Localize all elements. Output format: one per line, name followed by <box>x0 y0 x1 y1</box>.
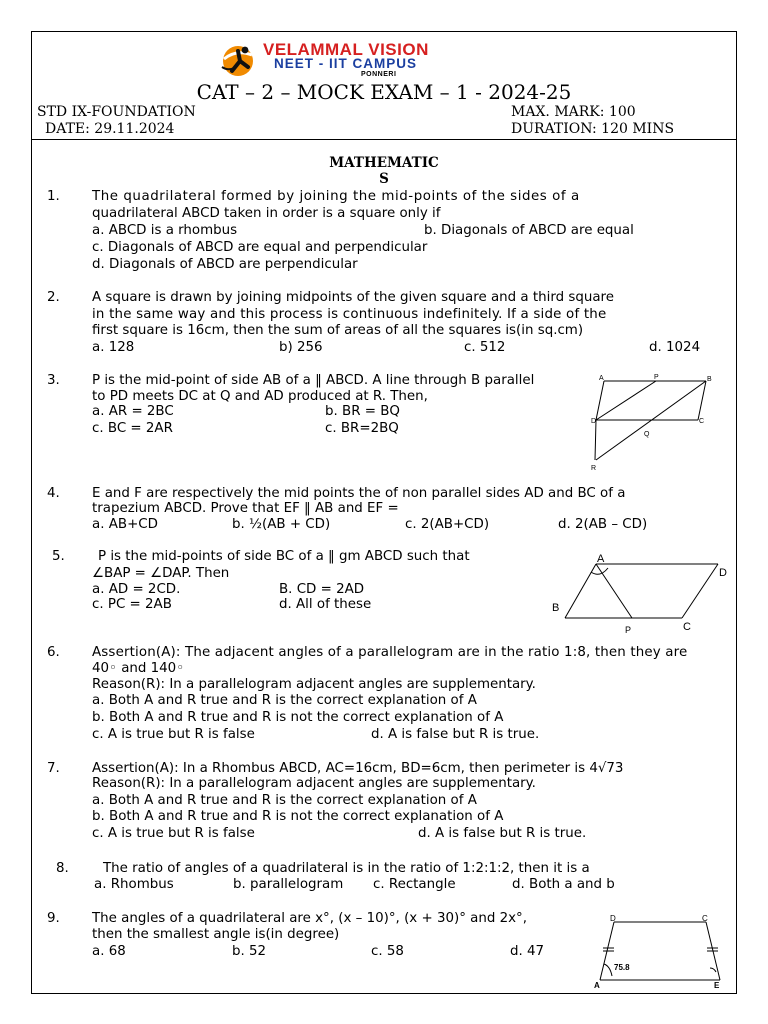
option-c[interactable]: c. Rectangle <box>373 877 456 892</box>
option-b[interactable]: b. ½(AB + CD) <box>232 517 331 532</box>
option-c[interactable]: c. PC = 2AB <box>92 597 172 612</box>
question-number: 5. <box>52 549 65 564</box>
question-text: Assertion(A): In a Rhombus ABCD, AC=16cm, BD=6cm, then perimeter is 4√73 <box>92 761 624 776</box>
option-b[interactable]: B. CD = 2AD <box>279 582 365 597</box>
figure-label-p: P <box>654 374 659 381</box>
question-number: 8. <box>56 861 69 876</box>
option-d[interactable]: c. BR=2BQ <box>325 421 399 436</box>
option-c[interactable]: c. 2(AB+CD) <box>405 517 490 532</box>
max-mark-label: MAX. MARK: 100 <box>511 104 636 120</box>
option-a[interactable]: a. Rhombus <box>94 877 174 892</box>
header-divider <box>31 139 737 140</box>
question-number: 9. <box>47 911 60 926</box>
figure-label-r: R <box>591 465 597 472</box>
option-a[interactable]: a. AD = 2CD. <box>92 582 181 597</box>
option-d[interactable]: d. A is false but R is true. <box>371 727 540 742</box>
figure-label-a: A <box>597 553 605 565</box>
figure-label-p: P <box>625 625 632 635</box>
option-d[interactable]: d. Both a and b <box>512 877 615 892</box>
logo-sub-text: NEET - IIT CAMPUS <box>274 56 418 71</box>
figure-label-a: A <box>599 375 604 382</box>
date-label: DATE: 29.11.2024 <box>45 121 175 137</box>
question-number: 3. <box>47 373 60 388</box>
question-text: P is the mid-points of side BC of a ‖ gm ABCD such that <box>98 549 470 564</box>
figure-label-q: Q <box>644 431 650 438</box>
question-text: to PD meets DC at Q and AD produced at R. Then, <box>92 389 428 404</box>
option-a[interactable]: a. AB+CD <box>92 517 158 532</box>
question-number: 1. <box>47 189 60 204</box>
question-text: P is the mid-point of side AB of a ‖ ABCD. A line through B parallel <box>92 373 535 388</box>
question-text: then the smallest angle is(in degree) <box>92 927 340 942</box>
subject-title-line2: S <box>379 171 389 187</box>
figure-label-c: C <box>699 418 705 425</box>
option-a[interactable]: a. Both A and R true and R is the correct explanation of A <box>92 793 477 808</box>
question-text: The ratio of angles of a quadrilateral is in the ratio of 1:2:1:2, then it is a <box>103 861 590 876</box>
option-d[interactable]: d. Diagonals of ABCD are perpendicular <box>92 257 358 272</box>
option-c[interactable]: c. Diagonals of ABCD are equal and perpendicular <box>92 240 428 255</box>
option-a[interactable]: a. ABCD is a rhombus <box>92 223 238 238</box>
option-c[interactable]: c. BC = 2AR <box>92 421 173 436</box>
question-text: Reason(R): In a parallelogram adjacent angles are supplementary. <box>92 677 536 692</box>
option-b[interactable]: b. Both A and R true and R is not the correct explanation of A <box>92 809 504 824</box>
trapezium-figure-q9 <box>590 912 730 992</box>
figure-label-a: A <box>594 981 600 990</box>
figure-label-b: B <box>552 602 560 614</box>
option-b[interactable]: b. 52 <box>232 944 267 959</box>
option-b[interactable]: b. parallelogram <box>233 877 344 892</box>
question-text: The angles of a quadrilateral are x°, (x – 10)°, (x + 30)° and 2x°, <box>92 911 528 926</box>
figure-label-b: B <box>707 376 712 383</box>
option-b[interactable]: b. Both A and R true and R is not the correct explanation of A <box>92 710 504 725</box>
option-c[interactable]: c. A is true but R is false <box>92 826 255 841</box>
option-c[interactable]: c. 58 <box>371 944 404 959</box>
option-a[interactable]: a. 128 <box>92 340 135 355</box>
option-b[interactable]: b. BR = BQ <box>325 404 400 419</box>
figure-label-d: D <box>610 914 616 923</box>
option-a[interactable]: a. Both A and R true and R is the correct explanation of A <box>92 693 477 708</box>
option-d[interactable]: d. All of these <box>279 597 372 612</box>
option-d[interactable]: d. 47 <box>510 944 545 959</box>
duration-label: DURATION: 120 MINS <box>511 121 675 137</box>
figure-label-e: E <box>714 981 720 990</box>
option-d[interactable]: d. A is false but R is true. <box>418 826 587 841</box>
figure-label-c: C <box>702 914 708 923</box>
question-number: 7. <box>47 761 60 776</box>
std-label: STD IX-FOUNDATION <box>37 104 196 120</box>
option-a[interactable]: a. 68 <box>92 944 126 959</box>
option-c[interactable]: c. 512 <box>464 340 506 355</box>
question-text: ∠BAP = ∠DAP. Then <box>92 566 230 581</box>
parallelogram-figure-q5 <box>548 550 738 640</box>
option-b[interactable]: b) 256 <box>279 340 323 355</box>
question-text: in the same way and this process is continuous indefinitely. If a side of the <box>92 307 607 322</box>
option-c[interactable]: c. A is true but R is false <box>92 727 255 742</box>
school-logo <box>218 40 508 82</box>
option-d[interactable]: d. 2(AB – CD) <box>558 517 648 532</box>
figure-label-angle: 75.8 <box>614 963 630 972</box>
question-text: A square is drawn by joining midpoints of the given square and a third square <box>92 290 614 305</box>
logo-main-text: VELAMMAL VISION <box>263 40 429 59</box>
question-text: Assertion(A): The adjacent angles of a parallelogram are in the ratio 1:8, then they are <box>92 645 688 660</box>
question-text: Reason(R): In a parallelogram adjacent angles are supplementary. <box>92 776 536 791</box>
exam-title: CAT – 2 – MOCK EXAM – 1 - 2024-25 <box>196 80 572 104</box>
question-text: trapezium ABCD. Prove that EF ‖ AB and EF = <box>92 501 399 516</box>
question-text: quadrilateral ABCD taken in order is a square only if <box>92 206 441 221</box>
question-number: 2. <box>47 290 60 305</box>
question-number: 6. <box>47 645 60 660</box>
option-d[interactable]: d. 1024 <box>649 340 701 355</box>
question-number: 4. <box>47 486 60 501</box>
question-text: first square is 16cm, then the sum of areas of all the squares is(in sq.cm) <box>92 323 584 338</box>
question-text: E and F are respectively the mid points the of non parallel sides AD and BC of a <box>92 486 626 501</box>
subject-title-line1: MATHEMATIC <box>329 155 439 171</box>
runner-logo-icon <box>218 41 262 81</box>
option-a[interactable]: a. AR = 2BC <box>92 404 174 419</box>
question-text: The quadrilateral formed by joining the mid-points of the sides of a <box>92 189 580 204</box>
option-b[interactable]: b. Diagonals of ABCD are equal <box>424 223 634 238</box>
figure-label-d: D <box>719 567 727 579</box>
figure-label-c: C <box>683 621 691 633</box>
logo-place-text: PONNERI <box>361 71 397 78</box>
question-text: 40◦ and 140◦ <box>92 661 185 676</box>
parallelogram-figure-q3 <box>588 372 718 472</box>
figure-label-d: D <box>591 418 597 425</box>
